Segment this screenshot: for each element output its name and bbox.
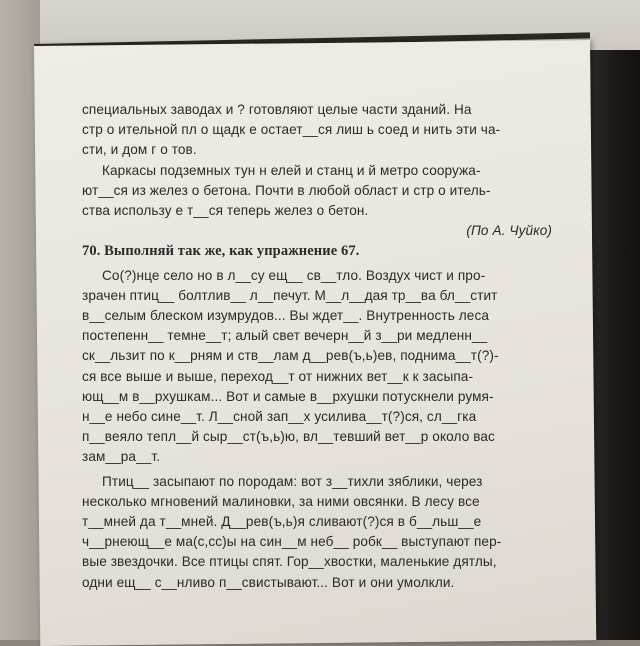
text-line: ч__рнеющ__е ма(с,сс)ы на син__м неб__ робк__ выступают пер- <box>82 534 502 550</box>
text-line: Со(?)нце село но в л__су ещ__ св__тло. Воздух чист и про- <box>102 267 486 283</box>
exercise-paragraph-2 <box>82 472 552 593</box>
text-line: несколько мгновений малиновки, за ними овсянки. В лесу все <box>82 493 480 509</box>
text-line: зам__ра__т. <box>82 449 161 465</box>
page-content <box>82 100 552 593</box>
exercise-heading: 70. Выполняй так же, как упражнение 67. <box>82 243 360 260</box>
exercise-paragraph-1 <box>82 266 552 468</box>
text-line: одни ещ__ с__нливо п__свистывают... Вот и они умолкли. <box>82 574 455 590</box>
text-line: специальных заводах и ? готовляют целые части зданий. На <box>82 102 472 117</box>
source-attribution: (По А. Чуйко) <box>466 223 552 239</box>
text-line: зрачен птиц__ болтлив__ л__печут. М__л__дая тр__ва бл__стит <box>82 287 498 303</box>
text-line: постепенн__ темне__т; алый свет вечерн__й з__ри медленн__ <box>82 328 488 344</box>
text-line: ства использу е т__ся теперь желез о бетон. <box>82 203 369 219</box>
text-line: п__веяло тепл__й сыр__ст(ъ,ь)ю, вл__тевший вет__р около вас <box>82 429 495 445</box>
text-line: стр о ительной пл о щадк е остает__ся лиш ь соед и нить эти ча- <box>82 122 501 138</box>
text-line: Птиц__ засыпают по породам: вот з__тихли зяблики, через <box>102 473 483 489</box>
text-line: ск__льзит по к__рням и ств__лам д__рев(ъ,ь)ев, поднима__т(?)- <box>82 348 499 364</box>
text-line: Каркасы подземных тун н елей и станц и й метро сооружа- <box>102 162 481 178</box>
text-line: ющ__м в__рхушкам... Вот и самые в__рхушки потускнели румя- <box>82 388 494 404</box>
text-line: ся все выше и выше, переход__т от нижних вет__к к засыпа- <box>82 368 474 384</box>
text-line: в__селым блеском изумрудов... Вы ждет__. Внутренность леса <box>82 308 490 324</box>
top-paragraph <box>82 100 552 161</box>
second-paragraph <box>82 161 552 222</box>
text-line: н__е небо сине__т. Л__сной зап__х усилива__т(?)ся, сл__гка <box>82 409 477 425</box>
text-line: т__мней да т__мней. Д__рев(ъ,ь)я сливают(?)ся в б__льш__е <box>82 514 482 530</box>
text-line: вые звездочки. Все птицы спят. Гор__хвостки, маленькие дятлы, <box>82 554 497 570</box>
text-line: ют__ся из желез о бетона. Почти в любой област и стр о итель- <box>82 182 491 198</box>
text-line: сти, и дом г о тов. <box>82 142 197 158</box>
